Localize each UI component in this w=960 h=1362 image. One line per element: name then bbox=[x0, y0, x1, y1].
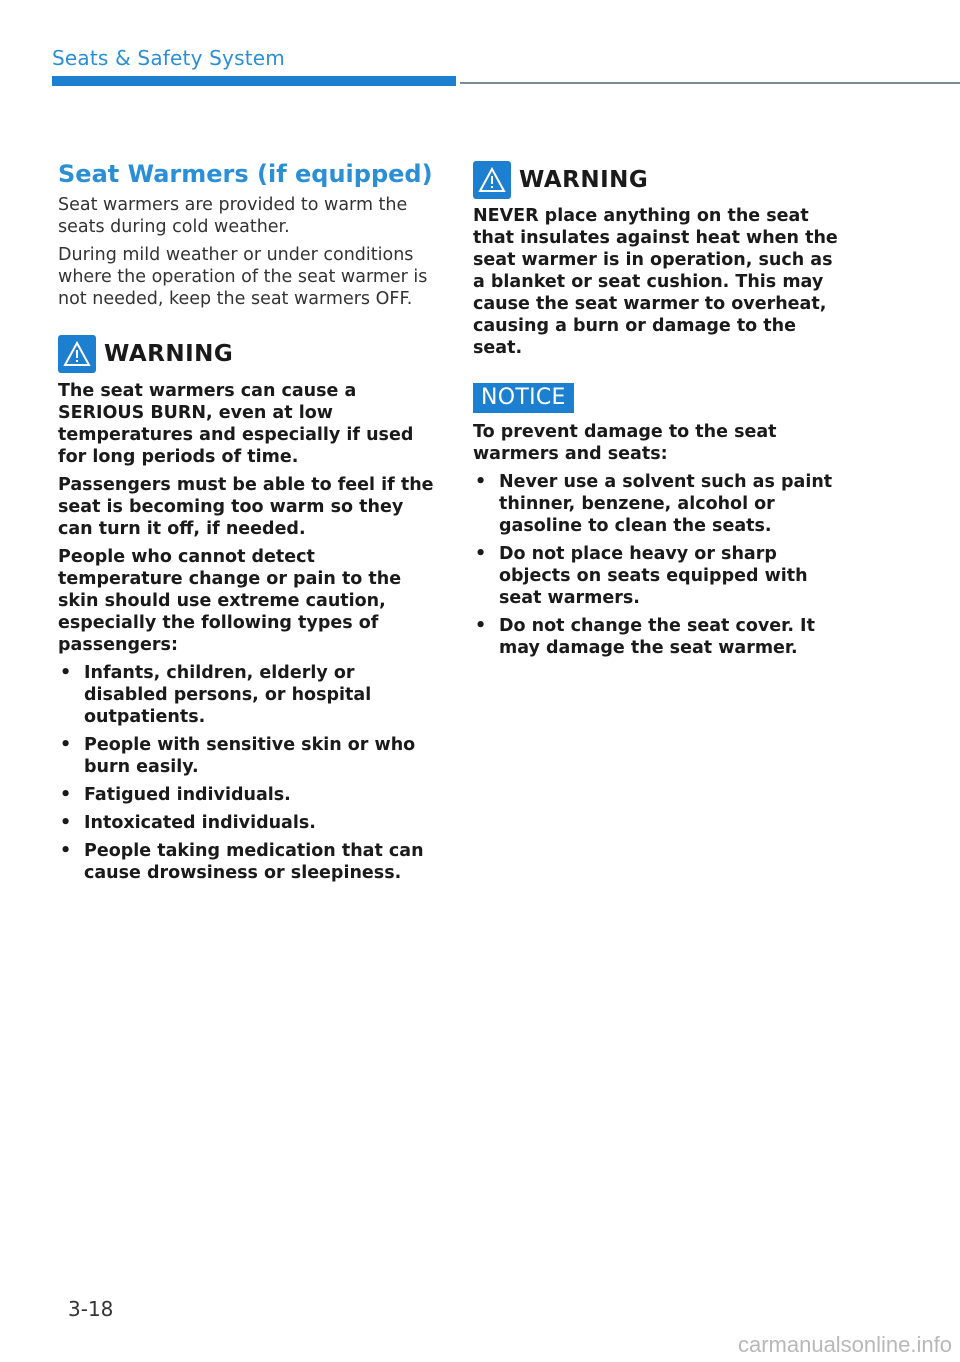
right-column bbox=[473, 160, 853, 665]
list-item: • Fatigued individuals. bbox=[58, 784, 434, 806]
warning-paragraph-2: NEVER place anything on the seat that insulates against heat when the seat warmer is in operation, such as a blanket or seat cushion. This may cause the seat warmer to overheat, causing a burn or damage to the seat. bbox=[473, 206, 838, 358]
warning-heading-2 bbox=[473, 160, 853, 200]
notice-intro: To prevent damage to the seat warmers and seats: bbox=[473, 422, 777, 464]
list-item: • People with sensitive skin or who burn easily. bbox=[58, 734, 434, 778]
list-item: • Do not change the seat cover. It may damage the seat warmer. bbox=[473, 615, 853, 659]
page-number: 3-18 bbox=[68, 1297, 114, 1321]
list-item: • Do not place heavy or sharp objects on seats equipped with seat warmers. bbox=[473, 543, 853, 609]
warning-triangle-icon bbox=[58, 335, 96, 373]
warning-paragraph: Passengers must be able to feel if the seat is becoming too warm so they can turn it off, if needed. bbox=[58, 475, 434, 539]
warning-label: WARNING bbox=[519, 167, 649, 193]
warning-paragraph: The seat warmers can cause a SERIOUS BURN, even at low temperatures and especially if used for long periods of time. bbox=[58, 381, 414, 467]
notice-badge: NOTICE bbox=[473, 383, 574, 413]
notice-block bbox=[473, 383, 853, 659]
list-item: • Infants, children, elderly or disabled persons, or hospital outpatients. bbox=[58, 662, 434, 728]
warning-label: WARNING bbox=[104, 341, 234, 367]
header-title: Seats & Safety System bbox=[52, 46, 285, 70]
warning-paragraph: People who cannot detect temperature change or pain to the skin should use extreme caution, especially the following types of passengers: bbox=[58, 547, 402, 655]
warning-triangle-icon bbox=[473, 161, 511, 199]
warning-heading-1 bbox=[58, 334, 434, 374]
section-title: Seat Warmers (if equipped) bbox=[58, 160, 433, 188]
header-divider bbox=[460, 82, 960, 84]
list-item: • Intoxicated individuals. bbox=[58, 812, 434, 834]
left-column bbox=[58, 194, 434, 890]
watermark: carmanualsonline.info bbox=[737, 1332, 952, 1357]
intro-paragraph-2: During mild weather or under conditions where the operation of the seat warmer is not needed, keep the seat warmers OFF. bbox=[58, 245, 428, 309]
list-item: • People taking medication that can cause drowsiness or sleepiness. bbox=[58, 840, 434, 884]
warning-passenger-list bbox=[58, 662, 434, 884]
warning-body-1 bbox=[58, 380, 434, 884]
header-accent-bar bbox=[52, 76, 456, 86]
notice-list bbox=[473, 471, 853, 659]
list-item: • Never use a solvent such as paint thinner, benzene, alcohol or gasoline to clean the seats. bbox=[473, 471, 853, 537]
intro-paragraph-1: Seat warmers are provided to warm the seats during cold weather. bbox=[58, 195, 408, 237]
